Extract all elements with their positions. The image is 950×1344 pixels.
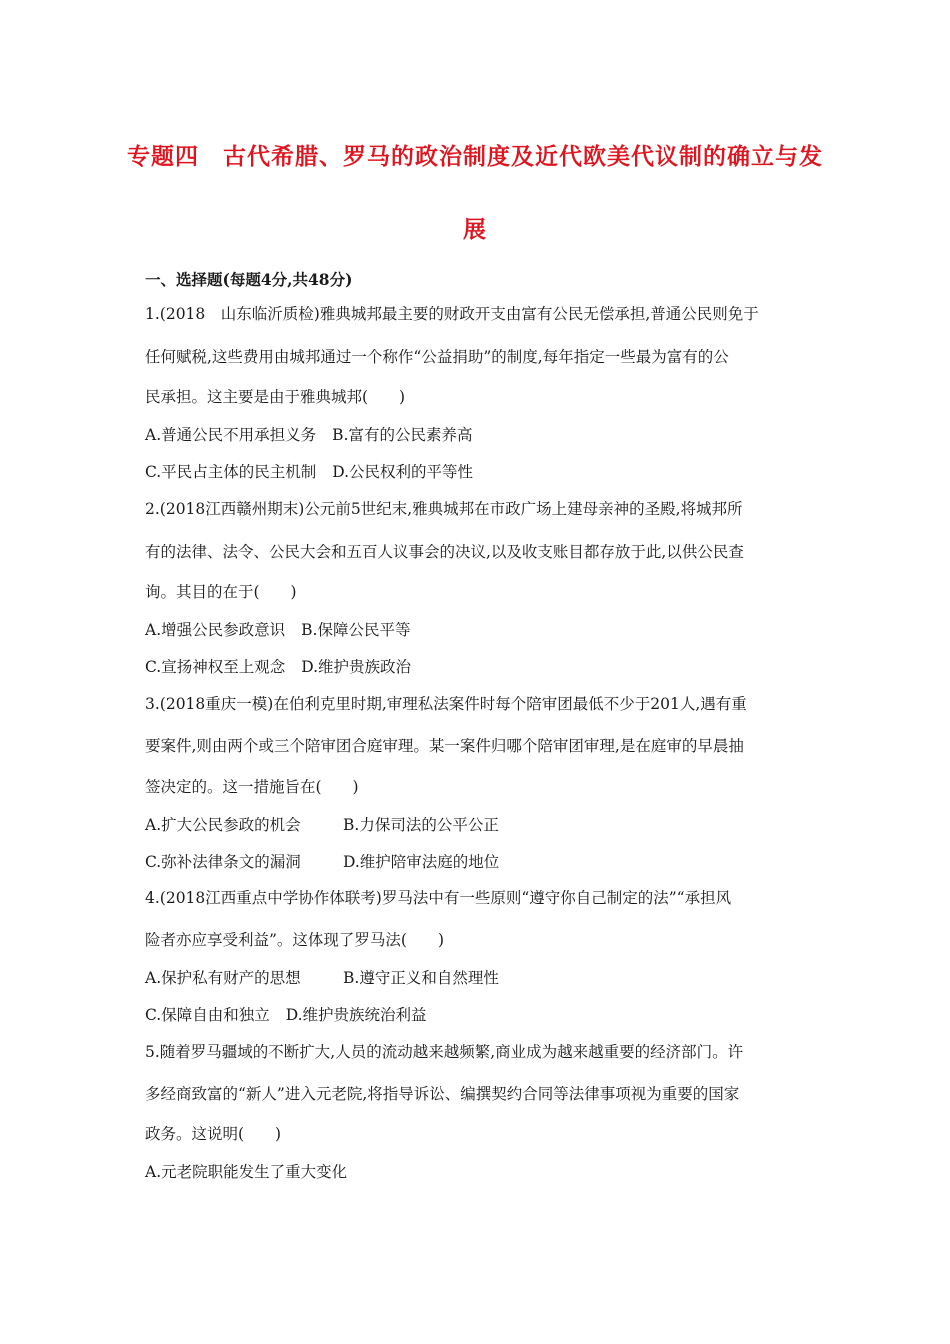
option-c: C.宣扬神权至上观念 xyxy=(145,658,286,676)
question-2-line-1: 2.(2018江西赣州期末)公元前5世纪末,雅典城邦在市政广场上建母亲神的圣殿,将城邦所 xyxy=(145,500,743,518)
option-a: A.元老院职能发生了重大变化 xyxy=(145,1163,348,1181)
question-3-line-2: 要案件,则由两个或三个陪审团合庭审理。某一案件归哪个陪审团审理,是在庭审的早晨抽 xyxy=(145,737,744,755)
question-2-options-row-1 xyxy=(145,618,410,640)
question-3-options-row-1 xyxy=(145,813,499,835)
question-5-line-2: 多经商致富的“新人”进入元老院,将指导诉讼、编撰契约合同等法律事项视为重要的国家 xyxy=(145,1085,740,1103)
question-1-options-row-1 xyxy=(145,423,472,445)
question-2-line-2: 有的法律、法令、公民大会和五百人议事会的决议,以及收支账目都存放于此,以供公民查 xyxy=(145,543,744,561)
question-2-line-3: 询。其目的在于( ) xyxy=(145,583,297,601)
question-1-options-row-2 xyxy=(145,460,473,482)
option-c: C.保障自由和独立 xyxy=(145,1006,270,1024)
option-b: B.保障公民平等 xyxy=(301,621,411,639)
question-4-line-2: 险者亦应享受利益”。这体现了罗马法( ) xyxy=(145,931,445,949)
option-a: A.普通公民不用承担义务 xyxy=(145,426,317,444)
section-header: 一、选择题(每题4分,共48分) xyxy=(145,270,353,289)
document-title-line-1: 专题四 古代希腊、罗马的政治制度及近代欧美代议制的确立与发 xyxy=(127,143,823,170)
option-b: B.遵守正义和自然理性 xyxy=(343,969,499,987)
option-d: D.公民权利的平等性 xyxy=(332,463,474,481)
question-1-line-1: 1.(2018 山东临沂质检)雅典城邦最主要的财政开支由富有公民无偿承担,普通公民则免于 xyxy=(145,305,759,323)
question-3-line-3: 签决定的。这一措施旨在( ) xyxy=(145,778,359,796)
question-5-options-row-1 xyxy=(145,1160,347,1182)
option-d: D.维护贵族统治利益 xyxy=(285,1006,427,1024)
question-5-line-1: 5.随着罗马疆域的不断扩大,人员的流动越来越频繁,商业成为越来越重要的经济部门。许 xyxy=(145,1043,744,1061)
option-d: D.维护陪审法庭的地位 xyxy=(343,853,500,871)
question-4-line-1: 4.(2018江西重点中学协作体联考)罗马法中有一些原则“遵守你自己制定的法”“承担风 xyxy=(145,889,732,907)
question-4-options-row-1 xyxy=(145,966,499,988)
question-1-line-3: 民承担。这主要是由于雅典城邦( ) xyxy=(145,388,406,406)
document-title-line-2: 展 xyxy=(463,216,487,243)
question-3-line-1: 3.(2018重庆一模)在伯利克里时期,审理私法案件时每个陪审团最低不少于201人,遇有重 xyxy=(145,695,747,713)
question-3-options-row-2 xyxy=(145,850,499,872)
question-4-options-row-2 xyxy=(145,1003,427,1025)
option-b: B.富有的公民素养高 xyxy=(332,426,473,444)
option-a: A.扩大公民参政的机会 xyxy=(145,816,301,834)
option-a: A.保护私有财产的思想 xyxy=(145,969,301,987)
option-c: C.弥补法律条文的漏洞 xyxy=(145,853,301,871)
question-1-line-2: 任何赋税,这些费用由城邦通过一个称作“公益捐助”的制度,每年指定一些最为富有的公 xyxy=(145,348,729,366)
question-5-line-3: 政务。这说明( ) xyxy=(145,1125,282,1143)
option-a: A.增强公民参政意识 xyxy=(145,621,286,639)
option-c: C.平民占主体的民主机制 xyxy=(145,463,317,481)
option-b: B.力保司法的公平公正 xyxy=(343,816,499,834)
option-d: D.维护贵族政治 xyxy=(301,658,412,676)
question-2-options-row-2 xyxy=(145,655,411,677)
